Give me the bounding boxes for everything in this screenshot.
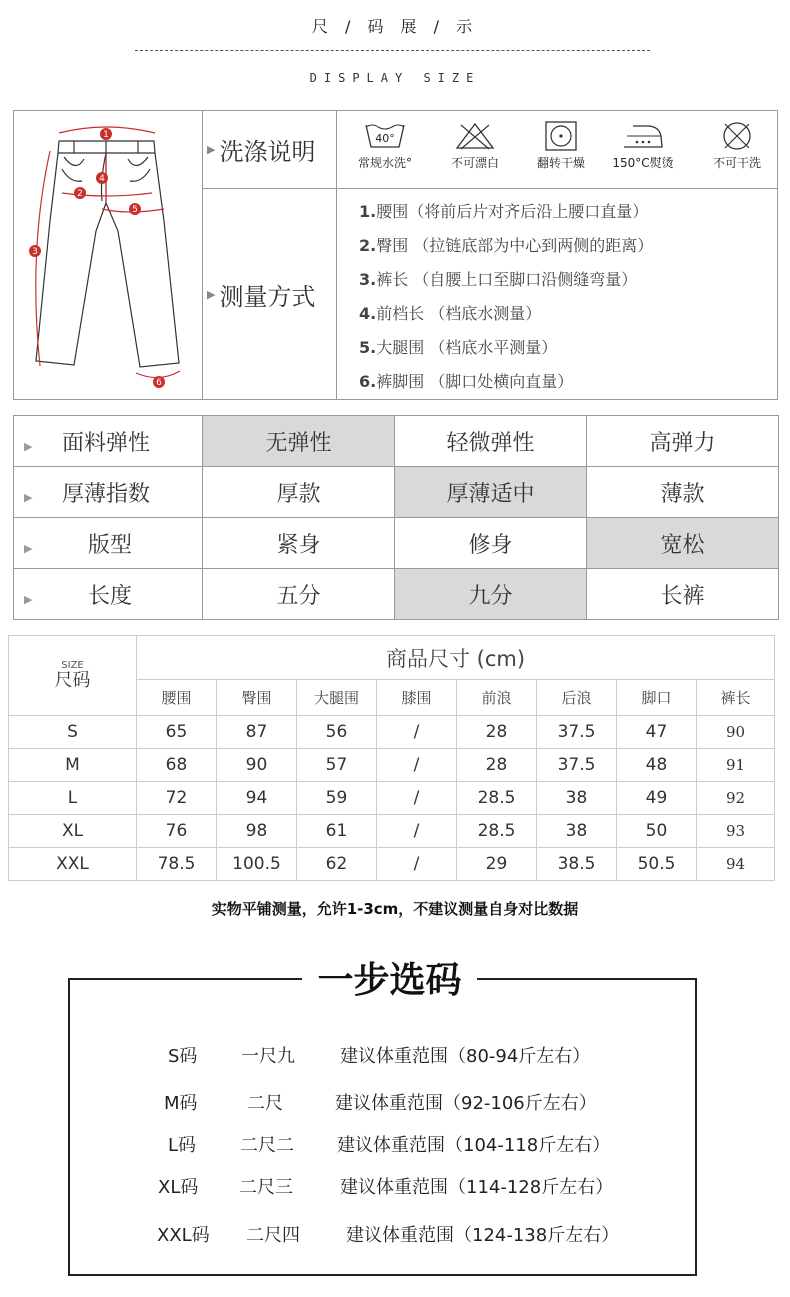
column-header: 后浪 [537,680,617,716]
marker-label: 2 [77,189,83,199]
list-item: 2.臀围 （拉链底部为中心到两侧的距离） [359,236,654,255]
rec-waist: 二尺四 [246,1225,300,1246]
rec-size: XXL码 [157,1225,210,1246]
column-header: 膝围 [377,680,457,716]
table-cell: 28 [457,716,537,749]
attribute-option: 五分 [203,569,395,620]
marker-label: 4 [99,174,105,184]
column-header: 大腿围 [297,680,377,716]
table-cell: / [377,815,457,848]
table-row [9,782,775,815]
attribute-option-selected: 无弹性 [203,416,395,467]
attribute-name: ▶ 版型 [14,518,203,569]
attribute-option: 紧身 [203,518,395,569]
column-header: 腰围 [137,680,217,716]
table-title: 商品尺寸 (cm) [137,636,775,680]
table-cell: 28.5 [457,782,537,815]
marker-label: 5 [132,205,138,215]
size-chart-table [8,635,775,881]
attribute-option: 修身 [395,518,587,569]
pants-illustration [14,111,203,399]
wash-icons-row [337,111,777,189]
rec-size: M码 [164,1093,198,1114]
attribute-name: ▶ 厚薄指数 [14,467,203,518]
table-row [14,518,779,569]
attribute-name: ▶ 面料弹性 [14,416,203,467]
table-cell: 93 [697,815,775,848]
table-cell: 94 [697,848,775,881]
table-cell: 38 [537,815,617,848]
rec-waist: 二尺三 [239,1177,293,1198]
table-cell: 87 [217,716,297,749]
rec-size: XL码 [158,1177,199,1198]
section-title: 尺 / 码 展 / 示 [311,17,479,36]
rec-waist: 二尺二 [240,1135,294,1156]
list-item: 5.大腿围 （档底水平测量） [359,338,558,357]
dashed-divider [135,50,650,51]
table-cell: 37.5 [537,749,617,782]
wash-instructions-label: ▶ 洗涤说明 [203,111,337,189]
table-cell: 78.5 [137,848,217,881]
table-cell: / [377,716,457,749]
list-item: 6.裤脚围 （脚口处横向直量） [359,372,574,391]
triangle-icon: ▶ [207,287,216,301]
size-cell: M [9,749,137,782]
recommendation-row [0,1221,790,1251]
table-cell: 94 [217,782,297,815]
marker-label: 6 [156,378,162,388]
column-header: 前浪 [457,680,537,716]
table-row [14,416,779,467]
table-row [9,716,775,749]
attribute-option-selected: 宽松 [587,518,779,569]
table-cell: 98 [217,815,297,848]
rec-size: S码 [168,1046,198,1067]
attribute-name: ▶ 长度 [14,569,203,620]
column-header: 裤长 [697,680,775,716]
triangle-icon: ▶ [207,143,216,156]
table-cell: 68 [137,749,217,782]
marker-label: 3 [32,247,38,257]
wash-icon-label: 常规水洗° [357,156,412,170]
attribute-option: 薄款 [587,467,779,518]
table-cell: 50.5 [617,848,697,881]
wash-40-icon [345,121,425,171]
table-header-row [9,636,775,680]
no-dry-clean-icon [697,121,777,171]
attribute-option-selected: 厚薄适中 [395,467,587,518]
rec-waist: 一尺九 [241,1046,295,1067]
column-header: 脚口 [617,680,697,716]
table-row [9,749,775,782]
table-cell: / [377,782,457,815]
recommendation-title: 一步选码 [302,952,477,1003]
table-cell: 76 [137,815,217,848]
table-cell: 100.5 [217,848,297,881]
table-cell: 28.5 [457,815,537,848]
table-cell: 50 [617,815,697,848]
recommendation-row [0,1131,790,1161]
measurement-note: 实物平铺测量，允许1-3cm，不建议测量自身对比数据 [211,900,579,918]
size-cell: XXL [9,848,137,881]
marker-label: 1 [103,130,109,140]
triangle-icon: ▶ [24,439,33,453]
rec-weight: 建议体重范围（114-128斤左右） [340,1177,614,1198]
table-row [14,467,779,518]
pants-diagram [14,111,203,399]
attribute-option: 长裤 [587,569,779,620]
recommendation-row [0,1089,790,1119]
table-cell: / [377,848,457,881]
tumble-dry-icon [521,121,601,171]
size-cell: S [9,716,137,749]
table-cell: 91 [697,749,775,782]
table-cell: 90 [697,716,775,749]
wash-icon-label: 不可漂白 [450,156,499,170]
table-cell: 90 [217,749,297,782]
table-cell: 37.5 [537,716,617,749]
section-subtitle: DISPLAY SIZE [309,71,481,85]
care-measure-panel [13,110,778,400]
table-cell: 62 [297,848,377,881]
rec-weight: 建议体重范围（104-118斤左右） [337,1135,611,1156]
table-cell: 59 [297,782,377,815]
list-item: 1.腰围（将前后片对齐后沿上腰口直量） [359,202,649,221]
recommendation-row [0,1042,790,1072]
size-cell: XL [9,815,137,848]
table-cell: 29 [457,848,537,881]
wash-icon-label: 翻转干燥 [536,156,585,170]
svg-text:40°: 40° [375,132,395,145]
column-header: 臀围 [217,680,297,716]
table-cell: 38.5 [537,848,617,881]
table-cell: 72 [137,782,217,815]
rec-weight: 建议体重范围（80-94斤左右） [340,1046,591,1067]
rec-weight: 建议体重范围（124-138斤左右） [346,1225,620,1246]
triangle-icon: ▶ [24,541,33,555]
table-cell: 65 [137,716,217,749]
table-row [14,569,779,620]
table-cell: 61 [297,815,377,848]
table-cell: / [377,749,457,782]
recommendation-row [0,1173,790,1203]
iron-icon [603,121,683,171]
table-row [9,815,775,848]
attribute-option: 轻微弹性 [395,416,587,467]
wash-icon-label: 150°C熨烫 [612,156,674,170]
fabric-attributes-table [13,415,779,620]
triangle-icon: ▶ [24,592,33,606]
size-cell: L [9,782,137,815]
table-cell: 92 [697,782,775,815]
attribute-option: 厚款 [203,467,395,518]
table-cell: 47 [617,716,697,749]
table-cell: 57 [297,749,377,782]
attribute-option: 高弹力 [587,416,779,467]
triangle-icon: ▶ [24,490,33,504]
size-column-header: SIZE 尺码 [9,636,137,716]
table-cell: 28 [457,749,537,782]
rec-waist: 二尺 [247,1093,283,1114]
rec-size: L码 [168,1135,197,1156]
attribute-option-selected: 九分 [395,569,587,620]
wash-icon-label: 不可干洗 [712,156,761,170]
measure-method-list [359,199,769,403]
table-cell: 48 [617,749,697,782]
list-item: 3.裤长 （自腰上口至脚口沿侧缝弯量） [359,270,638,289]
no-bleach-icon [435,121,515,171]
rec-weight: 建议体重范围（92-106斤左右） [335,1093,597,1114]
list-item: 4.前档长 （档底水测量） [359,304,542,323]
table-cell: 38 [537,782,617,815]
table-row [9,848,775,881]
table-cell: 49 [617,782,697,815]
table-cell: 56 [297,716,377,749]
measure-method-label: ▶ 测量方式 [203,189,337,399]
